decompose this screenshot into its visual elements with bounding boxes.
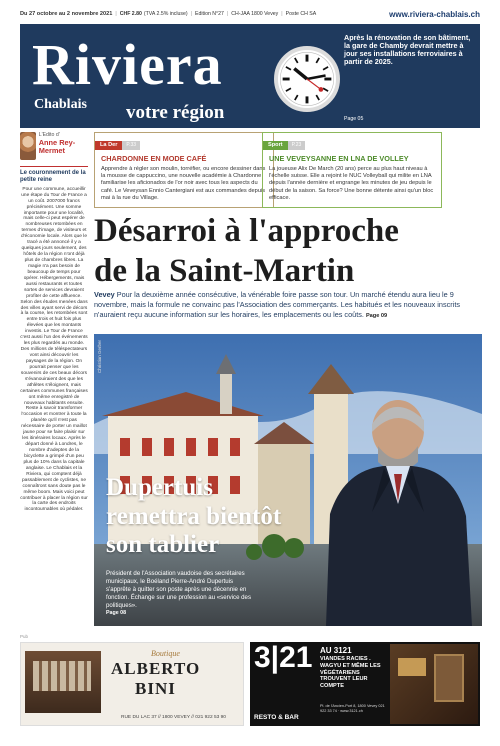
teaser-title: UNE VEVEYSANNE EN LNA DE VOLLEY	[269, 154, 409, 163]
clock-icon	[274, 46, 340, 112]
edito-body: Pour une commune, accueillir une étape du Tour de France a un coût. 2007000 francs précisément. Une somme importante pour une localité, mais celle-ci peut espérer de nombreuses retombées en termes d'image, de visiteurs et d'économie locale. Alors que le tracé a été annoncé il y a quelques jours seulement, des hôtels de la région n'ont déjà plus de chambres libres. La magie n'a pas besoin de beaucoup de temps pour opérer. Hébergements, mais aussi restaurants et toutes sortes de services devraient profiter de cette affluence. Selon des études menées dans des villes ayant servi de décors à la course, les retombées sont entre trois et huit fois plus élevées que les montants investis. Le Tour de France c'est aussi l'un des événements les plus regardés au monde. Des millions de téléspectateurs vont ainsi découvrir les paysages de la région. On pourrait penser que les souvenirs de ces beaux décors s'évanouiraient des que les athlètes s'éloignent, mais certaines communes françaises ont même enregistré de nouveaux habitants ensuite. Reste à savoir transformer l'occasion et montrer à toute la planète qu'il n'est pas nécessaire de porter un maillot jaune pour se faire plaisir sur les itinéraires locaux. Après le départ donné à Londres, le nombre d'adeptes de la bicyclette a grimpé d'un peu plus de 10% dans la capitale anglaise. Le Chablais et la Riviera, qui comptent déjà passablement de cyclistes, ne connaîtront sans doute pas le même boom. Mais voici peut contribuer à placer la région sur la carte des endroits incontournables où pédaler.	[20, 186, 88, 513]
edito-column	[20, 132, 88, 628]
lead-paragraph	[94, 290, 482, 320]
ad-contact: Pl. de l'Ancien-Port 8, 1800 Vevey 021 922 33 74 · www.3121.ch	[320, 704, 385, 714]
lead-page: Page 09	[365, 312, 388, 319]
ad-address: RUE DU LAC 37 // 1800 VEVEY // 021 922 53 90	[121, 715, 226, 720]
shop-interior-image	[25, 651, 101, 713]
ad-boutique-label: Boutique	[151, 649, 180, 658]
photo-headline[interactable]	[106, 474, 366, 560]
main-headline[interactable]	[94, 212, 484, 291]
photo-page: Page 08	[106, 610, 127, 616]
ad-copy: VIANDES RACIES . WAGYU ET MÊME LES VÉGÉTARIENS TROUVENT LEUR COMPTE	[320, 656, 381, 690]
teaser-box-sport[interactable]	[262, 132, 442, 208]
masthead	[20, 24, 480, 128]
pub-label: Pub	[20, 634, 29, 639]
photo-credit: Christian Gerber	[97, 340, 102, 374]
teaser-title: CHARDONNE EN MODE CAFÉ	[101, 154, 207, 163]
section-page: P.33	[122, 141, 140, 150]
masthead-teaser[interactable]: Après la rénovation de son bâtiment, la gare de Chamby devrait mettre à jour ses installations ferroviaires à partir de 2025.	[344, 33, 471, 67]
section-page: P.23	[288, 141, 306, 150]
cover-photo	[94, 334, 482, 626]
price-note: (TVA 2.5% incluse)	[143, 11, 188, 17]
separator: |	[115, 11, 117, 17]
section-tag: La Der	[95, 141, 122, 150]
logo-subtitle-right: votre région	[126, 102, 225, 123]
restaurant-label: RESTO & BAR	[254, 714, 299, 721]
ad-brand-name-2: BINI	[135, 679, 176, 698]
edition: Edition N°27	[195, 11, 224, 17]
ad-brand-name: ALBERTO	[111, 659, 201, 678]
issue-date: Du 27 octobre au 2 novembre 2021	[20, 11, 113, 17]
restaurant-image	[390, 644, 478, 724]
headline-line: de la Saint-Martin	[94, 252, 355, 289]
edito-author: Anne Rey-Mermet	[38, 137, 76, 155]
newspaper-logo: Riviera	[32, 32, 223, 97]
headline-line: Désarroi à l'approche	[94, 213, 399, 249]
separator: |	[226, 11, 229, 17]
teaser-body: Apprendre à régler son moulin, torréfier, ou encore dessiner dans la mousse de cappuccino, une nouvelle académie à Chardonne familiarise les aficionados de l'or noir avec tous les aspects du café. Le Veveysan Ennio Cantergiani est aux commandes depuis mai à la rue du Village.	[101, 165, 266, 202]
section-tag: Sport	[263, 141, 288, 150]
top-info-line	[20, 6, 480, 22]
edito-title: Le couronnement de la petite reine	[20, 170, 86, 183]
lead-kicker: Vevey	[94, 290, 115, 299]
ad-3121[interactable]	[250, 642, 480, 726]
ad-alberto-bini[interactable]	[20, 642, 244, 726]
teaser-body: La joueuse Alix De March (20 ans) perce au plus haut niveau à l'échelle suisse. Elle a rejoint le NUC Volleyball qui milite en LNA depuis l'année dernière et engrange les minutes de jeu depuis le début de la saison. Sa force? Une bonne détente ainsi qu'un bloc efficace.	[269, 165, 434, 202]
edito-byline	[39, 132, 88, 162]
edito-header	[20, 132, 88, 162]
photo-headline-line: Dupertuis	[106, 474, 213, 501]
teaser-box-la-der[interactable]	[94, 132, 274, 208]
separator: |	[281, 11, 283, 17]
poste: Poste CH SA	[285, 11, 317, 17]
lead-text: Pour la deuxième année consécutive, la vénérable foire passe son tour. Un marché étendu aura lieu le 9 novembre, mais la formule ne convainc pas l'Association des commerçants. Les habitués et les nouveaux inscrits n'auraient reçu aucune information sur les horaires, les emplacements ou les coûts.	[94, 290, 461, 319]
price: CHF 2.80	[119, 11, 142, 17]
photo-caption: Président de l'Association vaudoise des secrétaires municipaux, le Boéland Pierre-André Dupertuis s'apprête à quitter son poste après une décennie en fonction. Échange sur une profession au «service des politiques».	[106, 570, 251, 609]
avatar	[20, 132, 36, 160]
photo-headline-line: son tablier	[106, 531, 220, 558]
divider	[20, 166, 88, 167]
separator: |	[190, 11, 192, 17]
masthead-teaser-page: Page 05	[344, 116, 364, 122]
restaurant-logo: 3|21	[254, 642, 313, 674]
website-link[interactable]: www.riviera-chablais.ch	[389, 9, 480, 19]
ad-title: AU 3121	[320, 646, 352, 655]
postal-code: CH-JAA 1800 Vevey	[231, 11, 279, 17]
logo-subtitle-left: Chablais	[34, 97, 87, 112]
photo-headline-line: remettra bientôt	[106, 502, 282, 530]
edito-label: L'Édito d'	[38, 132, 60, 138]
